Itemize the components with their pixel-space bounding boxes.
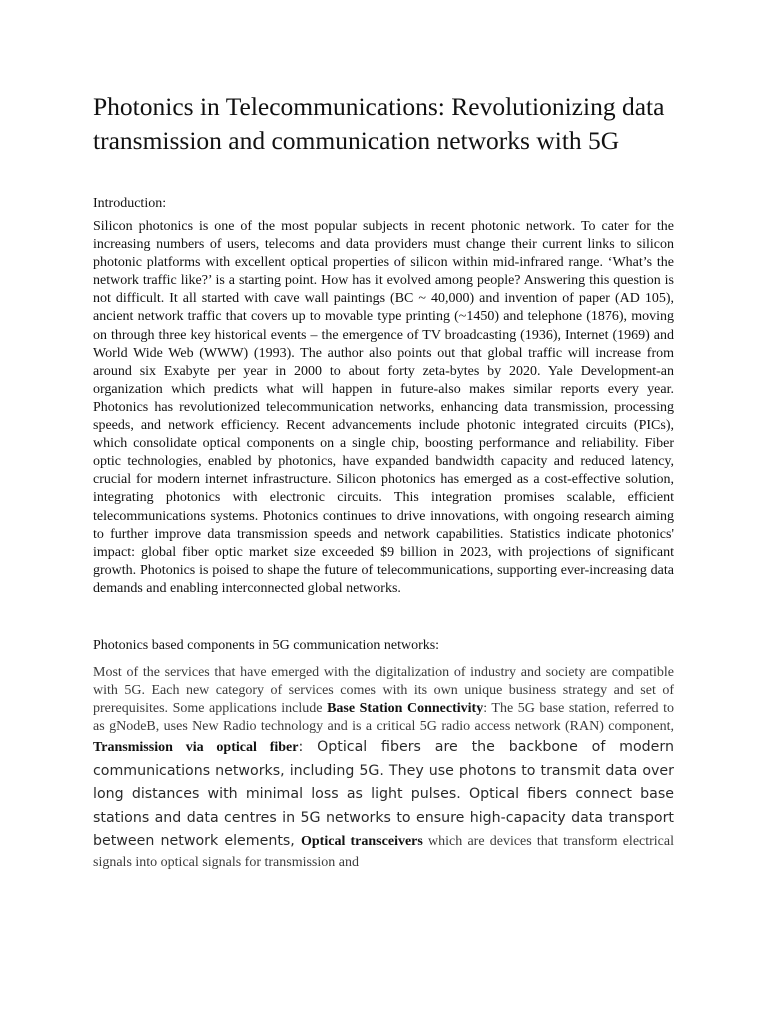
document-title: Photonics in Telecommunications: Revolutionizing data transmission and communication networks with 5G <box>93 92 665 155</box>
components-paragraph <box>93 664 674 872</box>
term-base-station-connectivity: Base Station Connectivity <box>327 701 484 717</box>
term-separator: , <box>290 833 301 850</box>
optical-fiber-description: : Optical fibers are the backbone of modern communications networks, including 5G. They use photons to transmit data over long distances with minimal loss as light pulses. Optical fibers connect base stations and data centres in 5G networks to ensure high-capacity data transport between network elements <box>93 739 674 850</box>
term-transmission-optical-fiber: Transmission via optical fiber <box>93 740 299 756</box>
optical-transceivers-description: which are devices that transform electrical signals into optical signals for transmission and <box>93 834 675 870</box>
components-heading: Photonics based components in 5G communication networks: <box>93 637 440 653</box>
introduction-heading: Introduction: <box>93 196 167 211</box>
introduction-paragraph: Silicon photonics is one of the most popular subjects in recent photonic network. To cater for the increasing numbers of users, telecoms and data providers must change their current links to silicon photonic platforms with excellent optical properties of silicon within mid-infrared range. ‘What’s the network traffic like?’ is a starting point. How has it evolved among people? Answering this question is not difficult. It all started with cave wall paintings (BC ~ 40,000) and invention of paper (AD 105), ancient network traffic that covers up to movable type printing (~1450) and telephone (1876), moving on through three key historical events – the emergence of TV broadcasting (1936), Internet (1969) and World Wide Web (WWW) (1993). The author also points out that global traffic will increase from around six Exabyte per year in 2000 to about forty zeta-bytes by 2020. Yale Development-an organization which predicts what will happen in future-also makes similar reports every year. Photonics has revolutionized telecommunication networks, enhancing data transmission, processing speeds, and network efficiency. Recent advancements include photonic integrated circuits (PICs), which consolidate optical components on a single chip, boosting performance and reliability. Fiber optic technologies, enabled by photonics, have expanded bandwidth capacity and reduced latency, crucial for modern internet infrastructure. Silicon photonics has emerged as a cost-effective solution, integrating photonics with electronic circuits. This integration promises scalable, efficient telecommunications systems. Photonics continues to drive innovations, with ongoing research aiming to further improve data transmission speeds and network capabilities. Statistics indicate photonics' impact: global fiber optic market size exceeded $9 billion in 2023, with projections of significant growth. Photonics is poised to shape the future of telecommunications, supporting ever-increasing data demands and enabling interconnected global networks. <box>93 219 674 596</box>
components-intro-text: Most of the services that have emerged with the digitalization of industry and society are compatible with 5G. Each new category of services comes with its own unique business strategy and set of prerequisites. Some applications include <box>93 664 674 717</box>
document-page <box>93 0 674 872</box>
base-station-description: : The 5G base station, referred to as gNodeB, uses New Radio technology and is a critical 5G radio access network (RAN) component, <box>93 701 675 735</box>
term-optical-transceivers: Optical transceivers <box>301 834 423 850</box>
